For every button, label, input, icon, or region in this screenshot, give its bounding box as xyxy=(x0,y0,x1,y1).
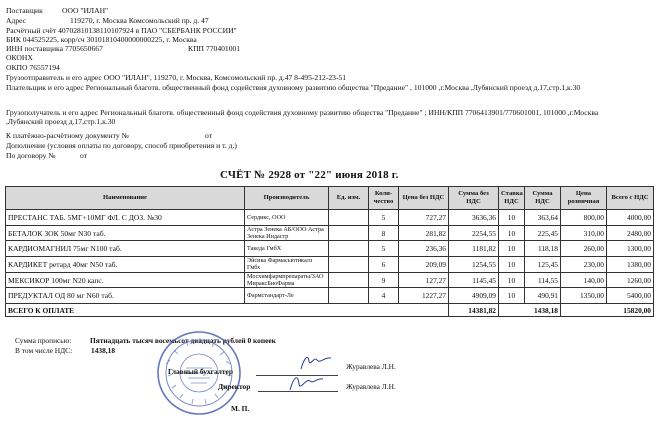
vat-label: В том числе НДС: xyxy=(15,346,73,355)
table-row xyxy=(6,257,654,273)
item-rate: 10 xyxy=(499,210,525,226)
total-vat: 1438,18 xyxy=(499,304,561,317)
invoice-title: СЧЁТ № 2928 от "22" июня 2018 г. xyxy=(220,169,399,181)
item-name: ПРЕСТАНС ТАБ. 5МГ+10МГ ФЛ. С ДОЗ. №30 xyxy=(6,210,245,226)
item-price: 209,09 xyxy=(399,257,449,273)
director-name: Журавлева Л.Н. xyxy=(346,382,396,391)
accountant-label: Главный бухгалтер xyxy=(168,367,233,376)
kpp: КПП 770401001 xyxy=(188,44,241,53)
item-producer: Сердикс, ООО xyxy=(245,210,329,226)
item-total: 1300,00 xyxy=(607,241,654,257)
item-qty: 5 xyxy=(369,241,399,257)
item-price: 281,82 xyxy=(399,225,449,241)
item-unit xyxy=(329,257,369,273)
item-price: 127,27 xyxy=(399,272,449,288)
item-vat: 118,18 xyxy=(525,241,561,257)
item-price: 727,27 xyxy=(399,210,449,226)
contract-label: По договору № xyxy=(6,151,56,160)
item-name: МЕКСИКОР 100мг N20 капс. xyxy=(6,272,245,288)
table-row xyxy=(6,272,654,288)
item-retail: 1350,00 xyxy=(561,288,607,304)
payment-doc-label: К платёжно-расчётному документу № xyxy=(6,131,129,140)
col-header: Цена без НДС xyxy=(399,187,449,210)
item-sum: 4909,09 xyxy=(449,288,499,304)
item-sum: 3636,36 xyxy=(449,210,499,226)
item-rate: 10 xyxy=(499,241,525,257)
col-header: Наименование xyxy=(6,187,245,210)
shipper: Грузоотправитель и его адрес ООО "ИЛАН", 119270, г. Москва, Комсомольский пр. д.47 8-495-212-23-51 xyxy=(6,73,347,82)
table-header-row xyxy=(6,187,654,210)
total-all: 15820,00 xyxy=(561,304,654,317)
item-retail: 230,00 xyxy=(561,257,607,273)
consignee: Грузополучатель и его адрес Региональный благотв. общественный фонд содействия духовному развитию общества "Предание" ; ИНН/КПП 7706413901/770601001, 101000 ,г.Москва ,Лубянский проезд д.17,стр.1,к.30 xyxy=(6,108,599,127)
col-header: Цена розничная xyxy=(561,187,607,210)
payment-doc-from: от xyxy=(205,131,213,140)
item-unit xyxy=(329,288,369,304)
item-retail: 140,00 xyxy=(561,272,607,288)
item-total: 1260,00 xyxy=(607,272,654,288)
item-rate: 10 xyxy=(499,257,525,273)
table-row xyxy=(6,225,654,241)
item-rate: 10 xyxy=(499,225,525,241)
item-retail: 800,00 xyxy=(561,210,607,226)
item-name: КАРДИКЕТ ретард 40мг N50 таб. xyxy=(6,257,245,273)
col-header: Сумма НДС xyxy=(525,187,561,210)
table-row xyxy=(6,241,654,257)
item-total: 5400,00 xyxy=(607,288,654,304)
table-row xyxy=(6,288,654,304)
inn: ИНН поставщика 7705650667 xyxy=(6,44,103,53)
item-total: 2480,00 xyxy=(607,225,654,241)
payer: Плательщик и его адрес Региональный благотв. общественный фонд содействия духовному развитию общества "Предание" , 101000 ,г.Москва ,Лубянский проезд д.17,стр.1,к.30 xyxy=(6,83,581,92)
address-value: 119270, г. Москва Комсомольский пр. д. 47 xyxy=(70,16,209,25)
sum-words-label: Сумма прописью: xyxy=(15,336,72,345)
item-price: 236,36 xyxy=(399,241,449,257)
sum-words: Пятнадцать тысяч восемьсот двадцать рублей 0 копеек xyxy=(90,336,276,345)
item-sum: 1254,55 xyxy=(449,257,499,273)
item-producer: Такеда ГмбХ xyxy=(245,241,329,257)
accountant-signature xyxy=(298,352,334,372)
item-qty: 6 xyxy=(369,257,399,273)
item-rate: 10 xyxy=(499,288,525,304)
okonh: ОКОНХ xyxy=(6,53,33,62)
item-unit xyxy=(329,210,369,226)
col-header: Производитель xyxy=(245,187,329,210)
total-label: ВСЕГО К ОПЛАТЕ xyxy=(6,304,449,317)
item-sum: 1145,45 xyxy=(449,272,499,288)
bik: БИК 044525225, корр/сч 30101810400000000225, г. Москва xyxy=(6,35,197,44)
col-header: Ставка НДС xyxy=(499,187,525,210)
item-unit xyxy=(329,225,369,241)
address-label: Адрес xyxy=(6,16,27,25)
item-total: 4000,00 xyxy=(607,210,654,226)
item-vat: 225,45 xyxy=(525,225,561,241)
okpo: ОКПО 76557194 xyxy=(6,63,60,72)
item-name: ПРЕДУКТАЛ ОД 80 мг N60 таб. xyxy=(6,288,245,304)
bank-account: Расчётный счёт 40702810138110107924 в ПАО "СБЕРБАНК РОССИИ" xyxy=(6,26,237,35)
total-sum: 14381,82 xyxy=(449,304,499,317)
item-qty: 9 xyxy=(369,272,399,288)
item-qty: 8 xyxy=(369,225,399,241)
item-qty: 4 xyxy=(369,288,399,304)
item-vat: 114,55 xyxy=(525,272,561,288)
item-retail: 310,00 xyxy=(561,225,607,241)
mp-label: М. П. xyxy=(231,404,250,413)
item-unit xyxy=(329,241,369,257)
col-header: Всего с НДС xyxy=(607,187,654,210)
col-header: Сумма без НДС xyxy=(449,187,499,210)
item-price: 1227,27 xyxy=(399,288,449,304)
table-row xyxy=(6,210,654,226)
item-vat: 125,45 xyxy=(525,257,561,273)
item-vat: 490,91 xyxy=(525,288,561,304)
item-producer: Фармстандарт-Ле xyxy=(245,288,329,304)
item-name: КАРДИОМАГНИЛ 75мг N100 таб. xyxy=(6,241,245,257)
col-header: Ед. изм. xyxy=(329,187,369,210)
total-row xyxy=(6,304,654,317)
item-sum: 1181,82 xyxy=(449,241,499,257)
item-qty: 5 xyxy=(369,210,399,226)
supplier-value: ООО "ИЛАН" xyxy=(62,6,109,15)
addition: Дополнение (условия оплаты по договору, способ приобретения и т. д.) xyxy=(6,141,237,150)
item-vat: 363,64 xyxy=(525,210,561,226)
director-signature-line xyxy=(258,391,338,392)
vat-value: 1438,18 xyxy=(91,346,116,355)
item-retail: 260,00 xyxy=(561,241,607,257)
item-producer: Астра Зенека АБ/ООО Астра Зенека Индастр xyxy=(245,225,329,241)
item-name: БЕТАЛОК ЗОК 50мг N30 таб. xyxy=(6,225,245,241)
invoice-table xyxy=(5,186,654,317)
director-label: Директор xyxy=(218,382,251,391)
supplier-label: Поставщик xyxy=(6,6,43,15)
accountant-name: Журавлева Л.Н. xyxy=(346,362,396,371)
col-header: Коли-чество xyxy=(369,187,399,210)
item-total: 1380,00 xyxy=(607,257,654,273)
contract-from: от xyxy=(80,151,88,160)
item-rate: 10 xyxy=(499,272,525,288)
item-producer: Мосхимфармпрепараты/ЗАО МираксБиоФарма xyxy=(245,272,329,288)
item-producer: Эйсика Фармасьютикалз Гмбх xyxy=(245,257,329,273)
item-sum: 2254,55 xyxy=(449,225,499,241)
item-unit xyxy=(329,272,369,288)
